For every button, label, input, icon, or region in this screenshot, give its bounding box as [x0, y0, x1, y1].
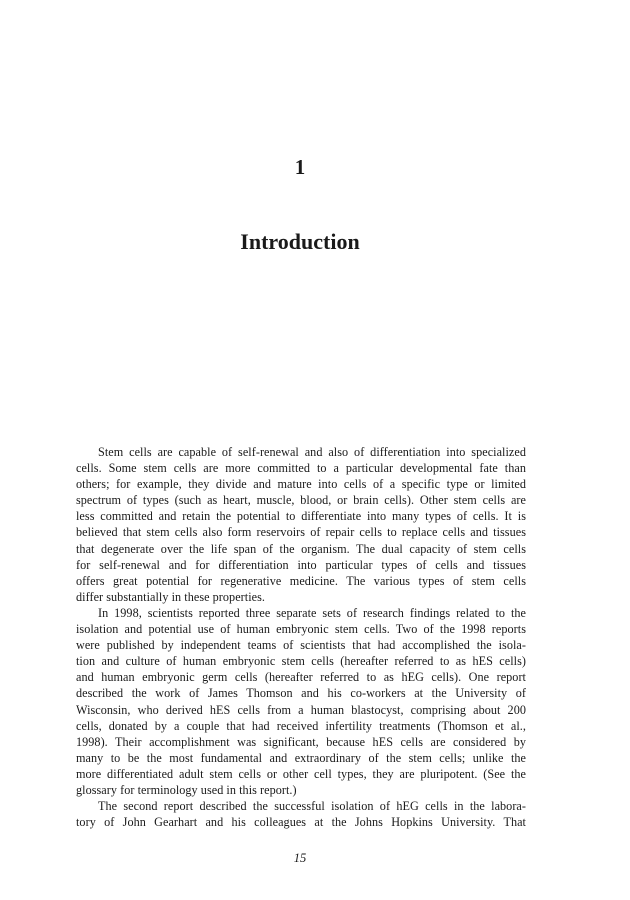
text-line: tory of John Gearhart and his colleagues at the Johns Hopkins University. That [76, 815, 526, 830]
chapter-title: Introduction [240, 229, 360, 254]
text-line: Stem cells are capable of self-renewal and also of differentiation into specialized [98, 445, 526, 459]
text-line: glossary for terminology used in this report.) [76, 782, 297, 797]
body-text [76, 444, 526, 830]
text-line: spectrum of types (such as heart, muscle, blood, or brain cells). Other stem cells are [76, 493, 526, 508]
text-line: The second report described the successful isolation of hEG cells in the labora- [98, 799, 526, 814]
text-line: others; for example, they divide and mature into cells of a specific type or limited [76, 477, 526, 492]
text-line: Wisconsin, who derived hES cells from a human blastocyst, comprising about 200 [76, 702, 526, 717]
text-line: cells, donated by a couple that had received infertility treatments (Thomson et al., [76, 718, 526, 733]
paragraph-3 [76, 798, 526, 830]
paragraph-2 [76, 605, 526, 798]
page-number: 15 [293, 851, 307, 865]
text-line: offers great potential for regenerative medicine. The various types of stem cells [76, 573, 526, 588]
text-line: differ substantially in these properties. [76, 589, 265, 604]
text-line: and human embryonic germ cells (hereafter referred to as hEG cells). One report [76, 670, 526, 685]
chapter-number: 1 [294, 155, 306, 179]
text-line: for self-renewal and for differentiation into particular types of cells and tissues [76, 557, 526, 572]
text-line: tion and culture of human embryonic stem cells (hereafter referred to as hES cells) [76, 654, 526, 669]
text-line: more differentiated adult stem cells or other cell types, they are pluripotent. (See the [76, 766, 526, 781]
text-line: less committed and retain the potential to differentiate into many types of cells. It is [76, 509, 526, 524]
text-line: 1998). Their accomplishment was significant, because hES cells are considered by [76, 734, 526, 749]
text-line: many to be the most fundamental and extraordinary of the stem cells; unlike the [76, 750, 526, 765]
text-line: were published by independent teams of scientists that had accomplished the isola- [76, 638, 526, 653]
text-line: isolation and potential use of human embryonic stem cells. Two of the 1998 reports [76, 622, 526, 637]
text-line: believed that stem cells also form reservoirs of repair cells to replace cells and tissues [76, 525, 526, 540]
text-line: In 1998, scientists reported three separate sets of research findings related to the [98, 605, 526, 620]
text-line: cells. Some stem cells are more committed to a particular developmental fate than [76, 461, 526, 476]
paragraph-1 [76, 444, 526, 605]
text-line: described the work of James Thomson and his co-workers at the University of [76, 686, 526, 701]
text-line: that degenerate over the life span of the organism. The dual capacity of stem cells [76, 541, 526, 556]
